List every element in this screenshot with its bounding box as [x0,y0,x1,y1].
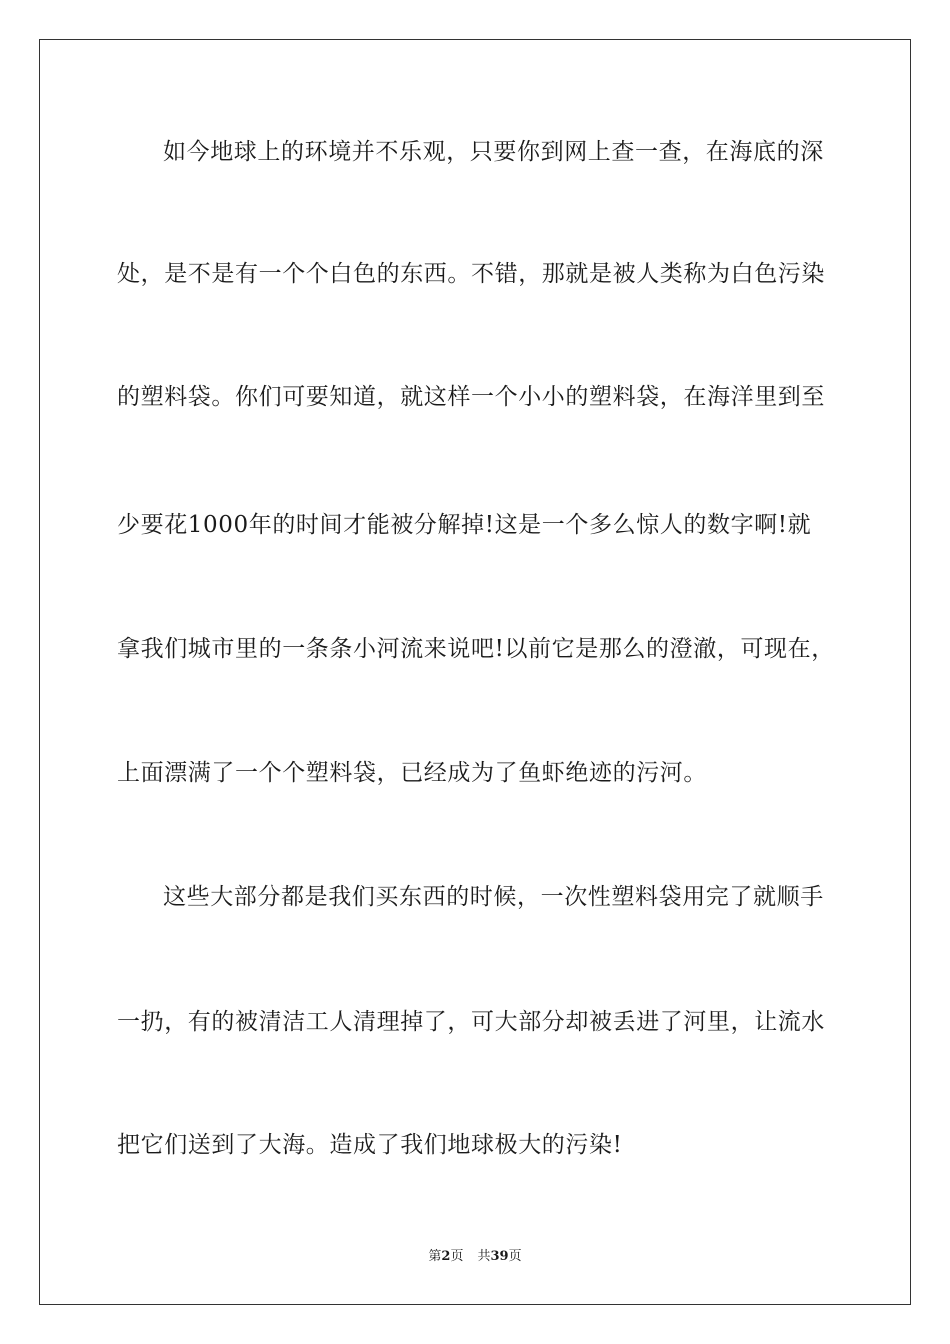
footer-page-number: 2 [441,1249,451,1264]
paragraph-1-line-1: 如今地球上的环境并不乐观，只要你到网上查一查，在海底的深 [163,139,824,165]
footer-page-suffix: 页 [450,1249,464,1264]
paragraph-2-line-1: 这些大部分都是我们买东西的时候，一次性塑料袋用完了就顺手 [163,884,824,910]
paragraph-1-line-3: 的塑料袋。你们可要知道，就这样一个小小的塑料袋，在海洋里到至 [117,384,825,410]
footer-total-prefix: 共 [477,1249,491,1264]
footer-total-suffix: 页 [508,1249,522,1264]
footer-page-prefix: 第 [428,1249,442,1264]
footer-total-pages: 39 [490,1249,509,1264]
paragraph-1-line-6: 上面漂满了一个个塑料袋，已经成为了鱼虾绝迹的污河。 [117,760,707,786]
paragraph-1-line-4: 少要花1000年的时间才能被分解掉!这是一个多么惊人的数字啊!就 [117,512,812,538]
paragraph-2-line-3: 把它们送到了大海。造成了我们地球极大的污染! [117,1132,623,1158]
paragraph-1-line-2: 处，是不是有一个个白色的东西。不错，那就是被人类称为白色污染 [117,261,825,287]
page-footer [0,1248,950,1266]
paragraph-2-line-2: 一扔，有的被清洁工人清理掉了，可大部分却被丢进了河里，让流水 [117,1009,825,1035]
paragraph-1-line-5: 拿我们城市里的一条条小河流来说吧!以前它是那么的澄澈，可现在， [117,636,835,662]
page-frame [39,39,911,1305]
